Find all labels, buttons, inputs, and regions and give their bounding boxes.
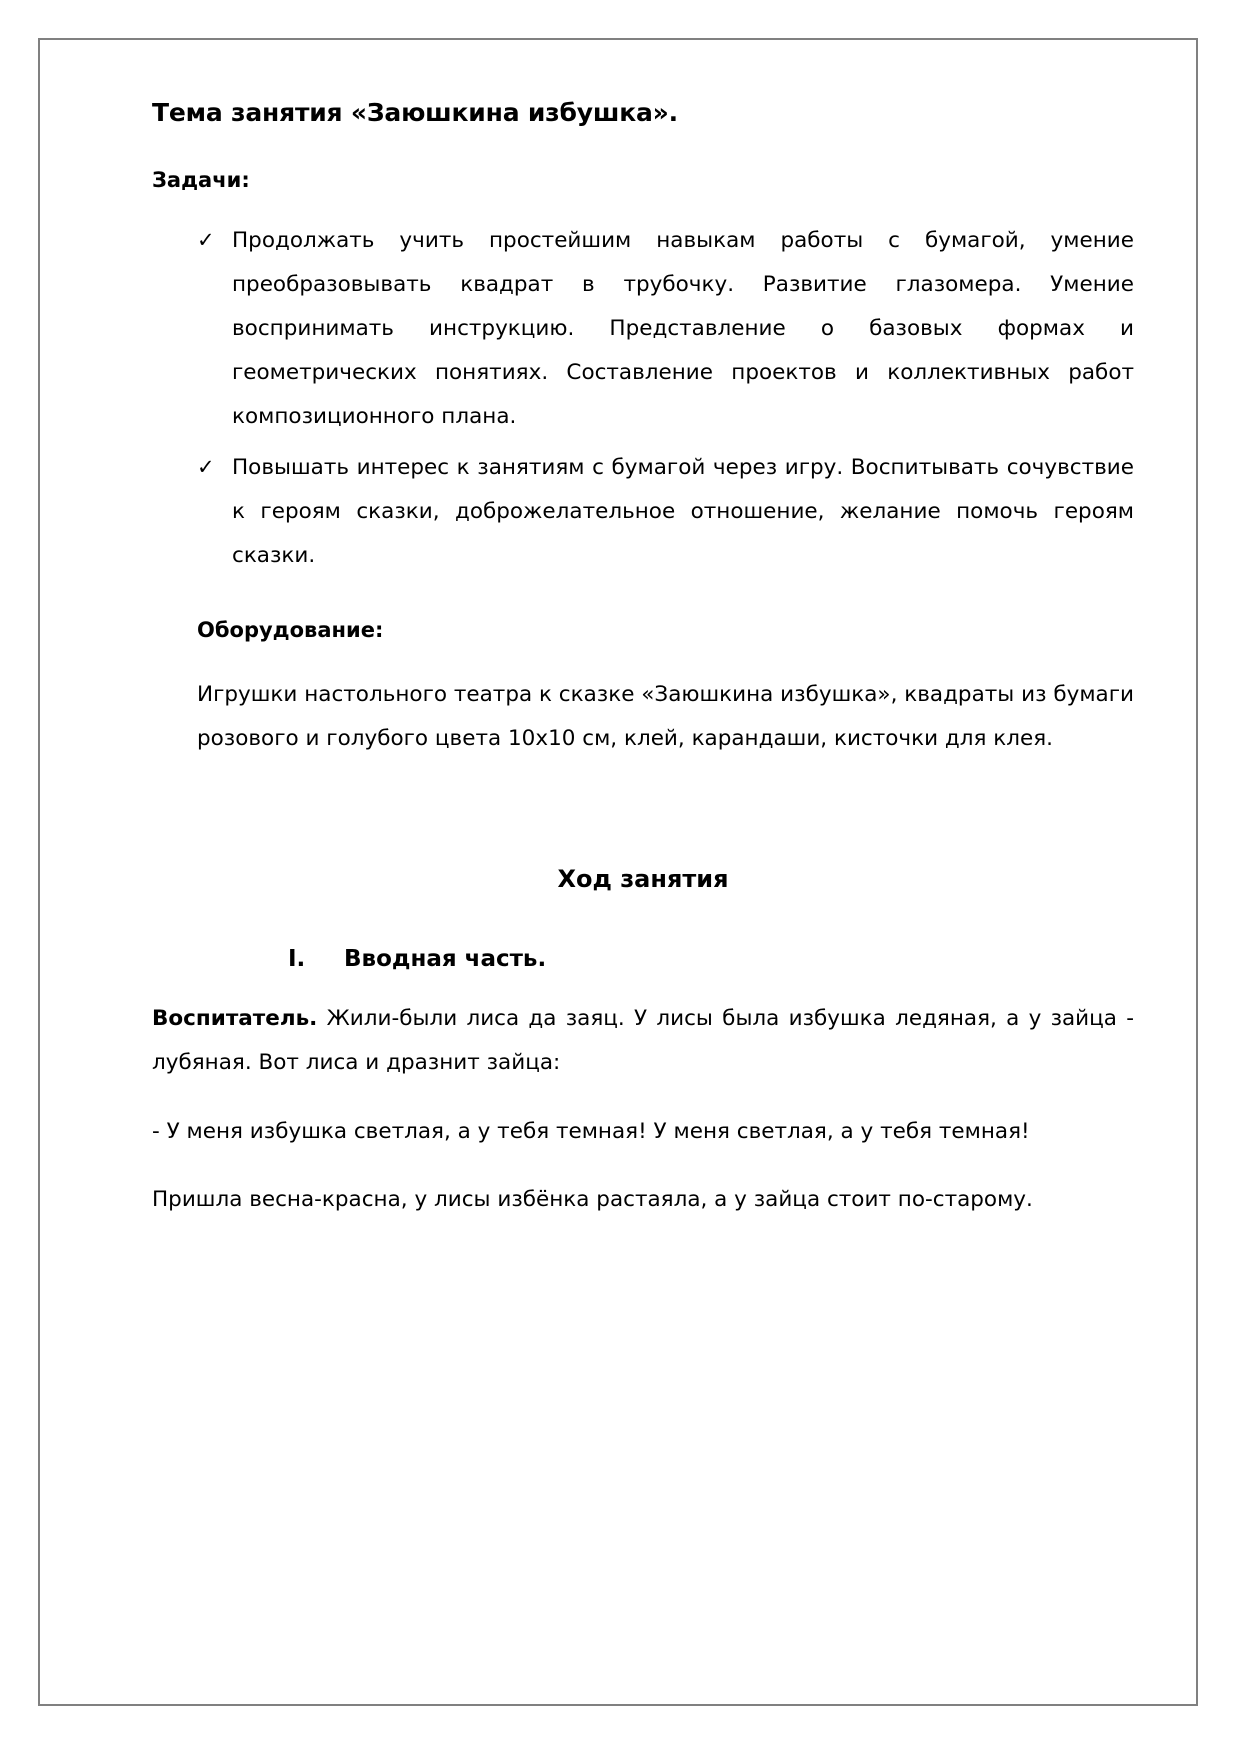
dialogue-paragraph-1-text: Жили-были лиса да заяц. У лисы была избушка ледяная, а у зайца - лубяная. Вот лиса и дразнит зайца: (152, 1006, 1134, 1076)
tasks-list (152, 219, 1134, 578)
page-border-frame (38, 38, 1198, 1706)
page-content (40, 40, 1196, 1704)
dialogue-paragraph-2: - У меня избушка светлая, а у тебя темная! У меня светлая, а у тебя темная! (152, 1118, 1030, 1144)
list-item-text: Повышать интерес к занятиям с бумагой через игру. Воспитывать сочувствие к героям сказки, доброжелательное отношение, желание помочь героям сказки. (232, 454, 1134, 568)
checkmark-icon: ✓ (197, 454, 215, 479)
part-title: Вводная часть. (344, 945, 547, 972)
dialogue-paragraph-3: Пришла весна-красна, у лисы избёнка растаяла, а у зайца стоит по-старому. (152, 1186, 1033, 1212)
tasks-section-label: Задачи: (152, 168, 250, 192)
speaker-label: Воспитатель. (152, 1006, 318, 1032)
course-heading: Ход занятия (557, 865, 729, 893)
part-heading (288, 946, 1134, 974)
page-title: Тема занятия «Заюшкина избушка». (152, 98, 678, 127)
checkmark-icon: ✓ (197, 228, 215, 253)
part-number: I. (288, 945, 306, 972)
list-item-text: Продолжать учить простейшим навыкам работы с бумагой, умение преобразовывать квадрат в трубочку. Развитие глазомера. Умение воспринимать инструкцию. Представление о базовых формах и геометрических понятиях. Составление проектов и коллективных работ композиционного плана. (232, 228, 1134, 430)
list-item (152, 219, 1134, 439)
equipment-section-label: Оборудование: (197, 617, 384, 642)
equipment-paragraph: Игрушки настольного театра к сказке «Заюшкина избушка», квадраты из бумаги розового и голубого цвета 10x10 см, клей, карандаши, кисточки для клея. (197, 681, 1134, 751)
list-item (152, 446, 1134, 578)
dialogue-paragraph-1 (152, 997, 1134, 1085)
